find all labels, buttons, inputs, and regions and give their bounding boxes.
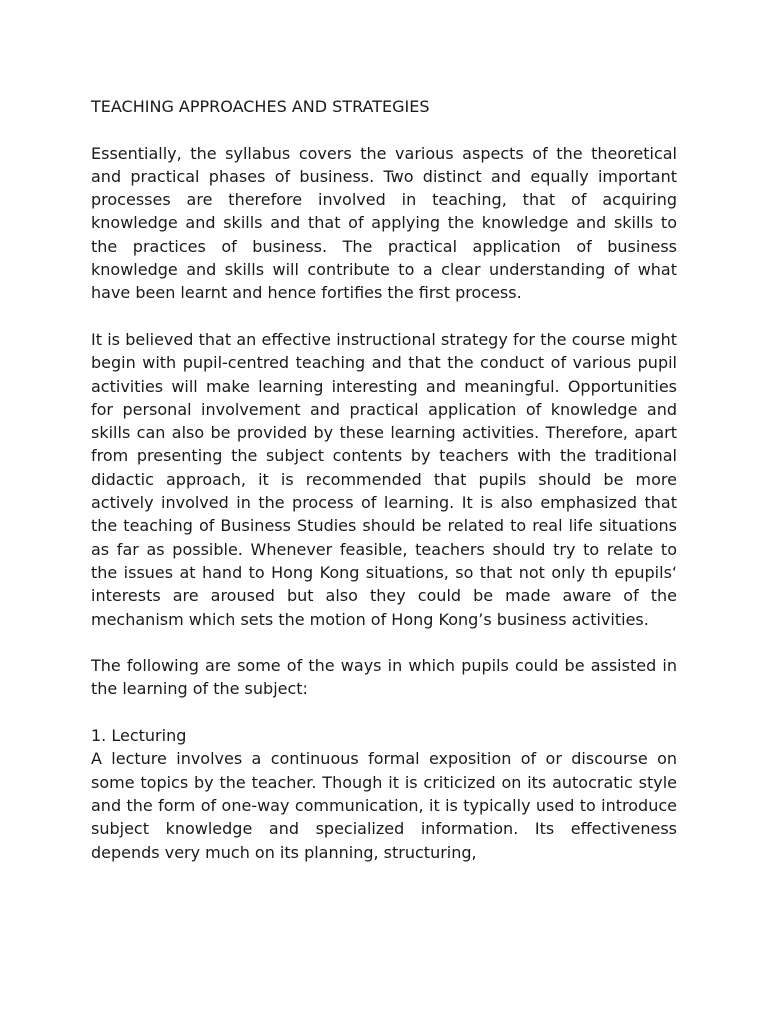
paragraph-instructional-strategy: It is believed that an effective instructional strategy for the course might begin with pupil-centred teaching and that the conduct of various pupil activities will make learning interesting and meaningful. Opportunities for personal involvement and practical application of knowledge and skills can also be provided by these learning activities. Therefore, apart from presenting the subject contents by teachers with the traditional didactic approach, it is recommended that pupils should be more actively involved in the process of learning. It is also emphasized that the teaching of Business Studies should be related to real life situations as far as possible. Whenever feasible, teachers should try to relate to the issues at hand to Hong Kong situations, so that not only th epupils‘ interests are aroused but also they could be made aware of the mechanism which sets the motion of Hong Kong’s business activities. xyxy=(91,329,677,629)
paragraph-ways-intro: The following are some of the ways in which pupils could be assisted in the learning of the subject: xyxy=(91,656,677,699)
section-title-lecturing: 1. Lecturing xyxy=(91,726,187,746)
paragraph-lecturing-body: A lecture involves a continuous formal exposition of or discourse on some topics by the teacher. Though it is criticized on its autocratic style and the form of one-way communication, it is typically used to introduce subject knowledge and specialized information. Its effectiveness depends very much on its planning, structuring, xyxy=(91,749,677,862)
document-page xyxy=(91,95,677,864)
paragraph-syllabus-overview: Essentially, the syllabus covers the various aspects of the theoretical and practical phases of business. Two distinct and equally important processes are therefore involved in teaching, that of acquiring knowledge and skills and that of applying the knowledge and skills to the practices of business. The practical application of business knowledge and skills will contribute to a clear understanding of what have been learnt and hence fortifies the first process. xyxy=(91,143,677,303)
document-heading: TEACHING APPROACHES AND STRATEGIES xyxy=(91,97,430,116)
